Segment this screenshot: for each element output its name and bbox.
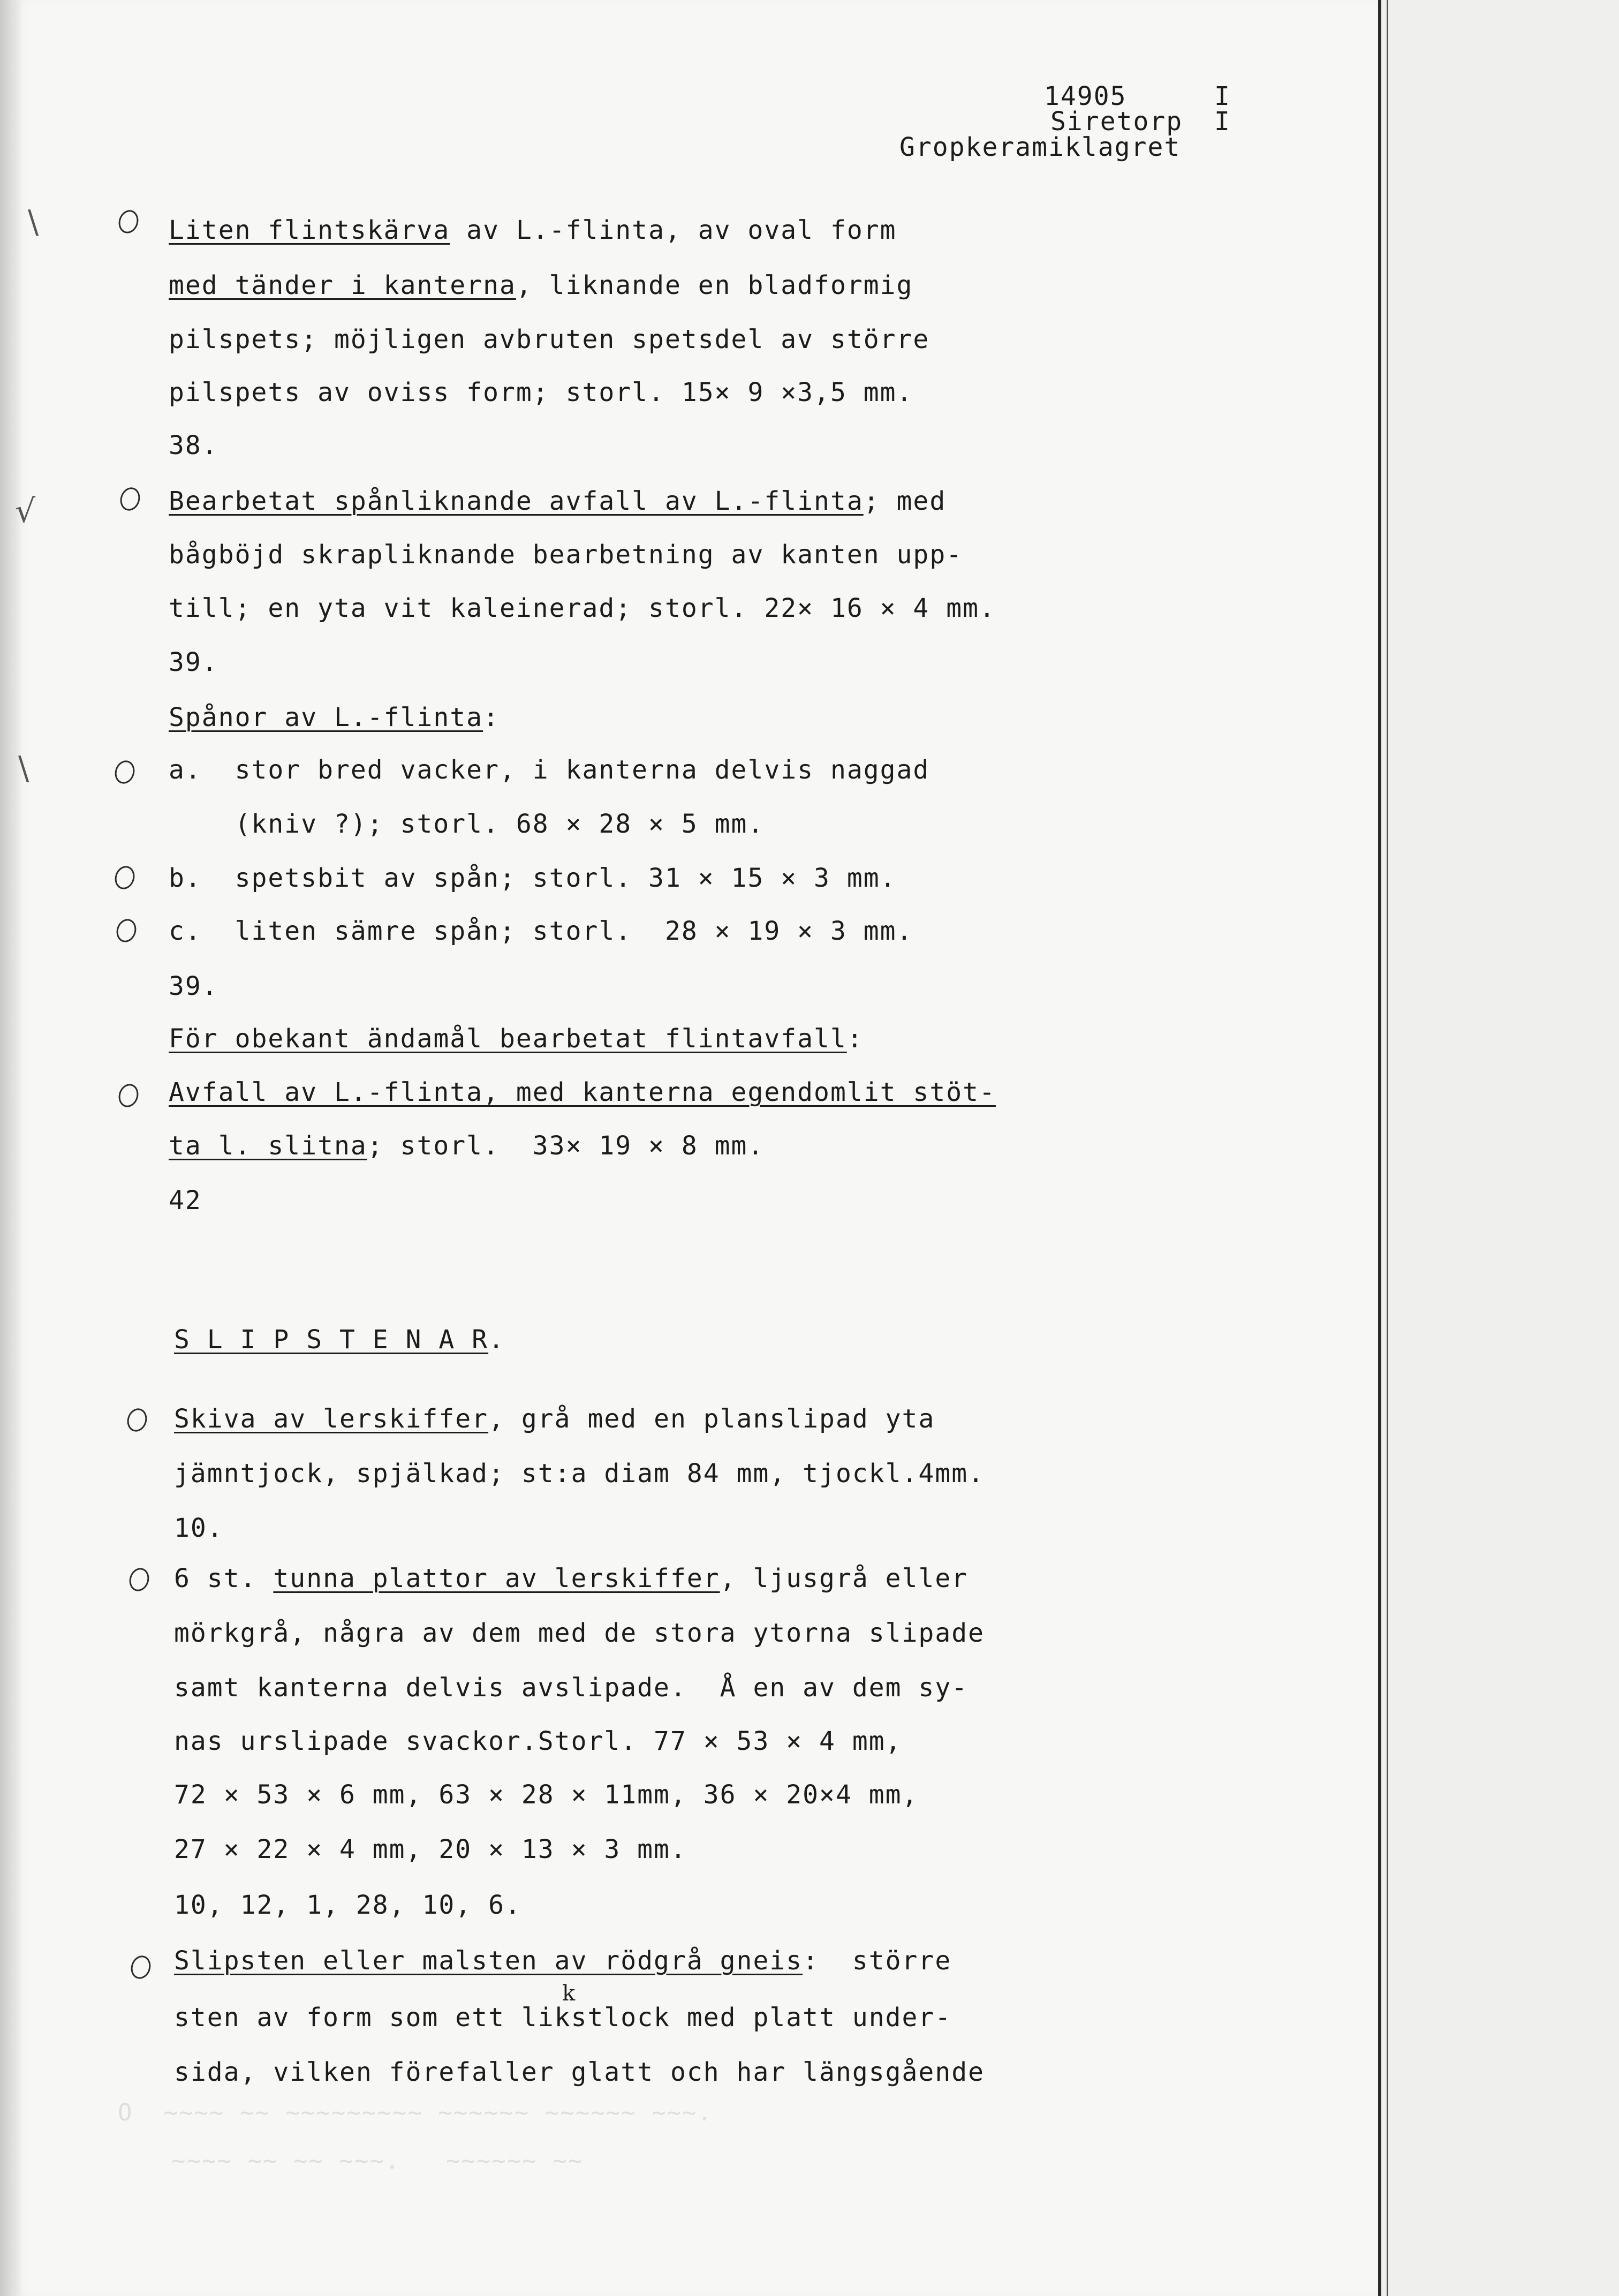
entry-line: ta l. slitna; storl. 33× 19 × 8 mm. xyxy=(169,1131,765,1161)
catalog-roman-1: I xyxy=(1214,81,1231,111)
entry-number: 10, 12, 1, 28, 10, 6. xyxy=(174,1890,521,1920)
entry-line: Avfall av L.-flinta, med kanterna egendomlit stöt- xyxy=(169,1077,996,1107)
entry-line: med tänder i kanterna, liknande en bladformig xyxy=(169,270,913,300)
entry-line: bågböjd skrapliknande bearbetning av kanten upp- xyxy=(169,540,963,570)
entry-line: pilspets; möjligen avbruten spetsdel av större xyxy=(169,324,930,354)
entry-line: a. stor bred vacker, i kanterna delvis naggad xyxy=(169,755,930,785)
entry-line: pilspets av oviss form; storl. 15× 9 ×3,5 mm. xyxy=(169,377,913,407)
margin-tick-mark: √ xyxy=(15,493,36,530)
bleed-through-text: ~~~~ ~~ ~~ ~~~. ~~~~~~ ~~ xyxy=(171,2147,584,2174)
entry-line: Slipsten eller malsten av rödgrå gneis: större xyxy=(174,1946,952,1976)
entry-line: Liten flintskärva av L.-flinta, av oval form xyxy=(169,215,897,245)
site-name: Siretorp xyxy=(1050,107,1183,137)
entry-heading: För obekant ändamål bearbetat flintavfall: xyxy=(169,1024,864,1054)
entry-line: c. liten sämre spån; storl. 28 × 19 × 3 mm. xyxy=(169,916,913,946)
check-circle-icon xyxy=(116,1082,141,1110)
entry-line: samt kanterna delvis avslipade. Å en av dem sy- xyxy=(174,1673,969,1703)
entry-line: sida, vilken förefaller glatt och har längsgående xyxy=(174,2057,985,2087)
entry-line: 72 × 53 × 6 mm, 63 × 28 × 11mm, 36 × 20×4 mm, xyxy=(174,1780,919,1810)
layer-name: Gropkeramiklagret xyxy=(899,132,1181,162)
entry-number: 38. xyxy=(169,430,218,460)
check-circle-icon xyxy=(112,864,138,892)
entry-line: (kniv ?); storl. 68 × 28 × 5 mm. xyxy=(169,809,765,839)
handwritten-correction: k xyxy=(562,1981,576,2006)
entry-line: mörkgrå, några av dem med de stora ytorna slipade xyxy=(174,1618,985,1648)
entry-line: 6 st. tunna plattor av lerskiffer, ljusgrå eller xyxy=(174,1564,969,1593)
entry-number: 42 xyxy=(169,1185,202,1215)
entry-line: till; en yta vit kaleinerad; storl. 22× 16 × 4 mm. xyxy=(169,593,996,623)
check-circle-icon xyxy=(124,1406,150,1434)
margin-tick-mark: \ xyxy=(28,203,39,241)
page-binding-shadow xyxy=(0,0,21,2296)
entry-line: b. spetsbit av spån; storl. 31 × 15 × 3 mm. xyxy=(169,863,897,893)
bleed-through-text: O ~~~~ ~~ ~~~~~~~~~ ~~~~~~ ~~~~~~ ~~~. xyxy=(118,2099,713,2126)
entry-line: nas urslipade svackor.Storl. 77 × 53 × 4 mm, xyxy=(174,1726,902,1756)
check-circle-icon xyxy=(112,758,138,787)
check-circle-icon xyxy=(128,1953,154,1982)
catalog-number: 14905 xyxy=(1044,81,1127,111)
entry-line: 27 × 22 × 4 mm, 20 × 13 × 3 mm. xyxy=(174,1834,687,1864)
catalog-roman-2: I xyxy=(1214,107,1231,137)
page-edge xyxy=(1378,0,1381,2296)
entry-line: sten av form som ett likstlock med platt under- xyxy=(174,2003,952,2033)
check-circle-icon xyxy=(116,208,141,236)
page-edge-secondary xyxy=(1387,0,1388,2296)
entry-number: 10. xyxy=(174,1513,224,1543)
entry-line: Skiva av lerskiffer, grå med en planslipad yta xyxy=(174,1404,935,1434)
entry-line: Bearbetat spånliknande avfall av L.-flinta; med xyxy=(169,486,947,516)
section-title: S L I P S T E N A R. xyxy=(174,1325,505,1355)
entry-heading: Spånor av L.-flinta: xyxy=(169,703,500,732)
check-circle-icon xyxy=(117,485,143,513)
check-circle-icon xyxy=(126,1566,152,1594)
entry-number: 39. xyxy=(169,971,218,1001)
entry-line: jämntjock, spjälkad; st:a diam 84 mm, tjockl.4mm. xyxy=(174,1459,985,1489)
margin-tick-mark: \ xyxy=(18,750,29,787)
entry-number: 39. xyxy=(169,647,218,677)
check-circle-icon xyxy=(114,917,139,945)
